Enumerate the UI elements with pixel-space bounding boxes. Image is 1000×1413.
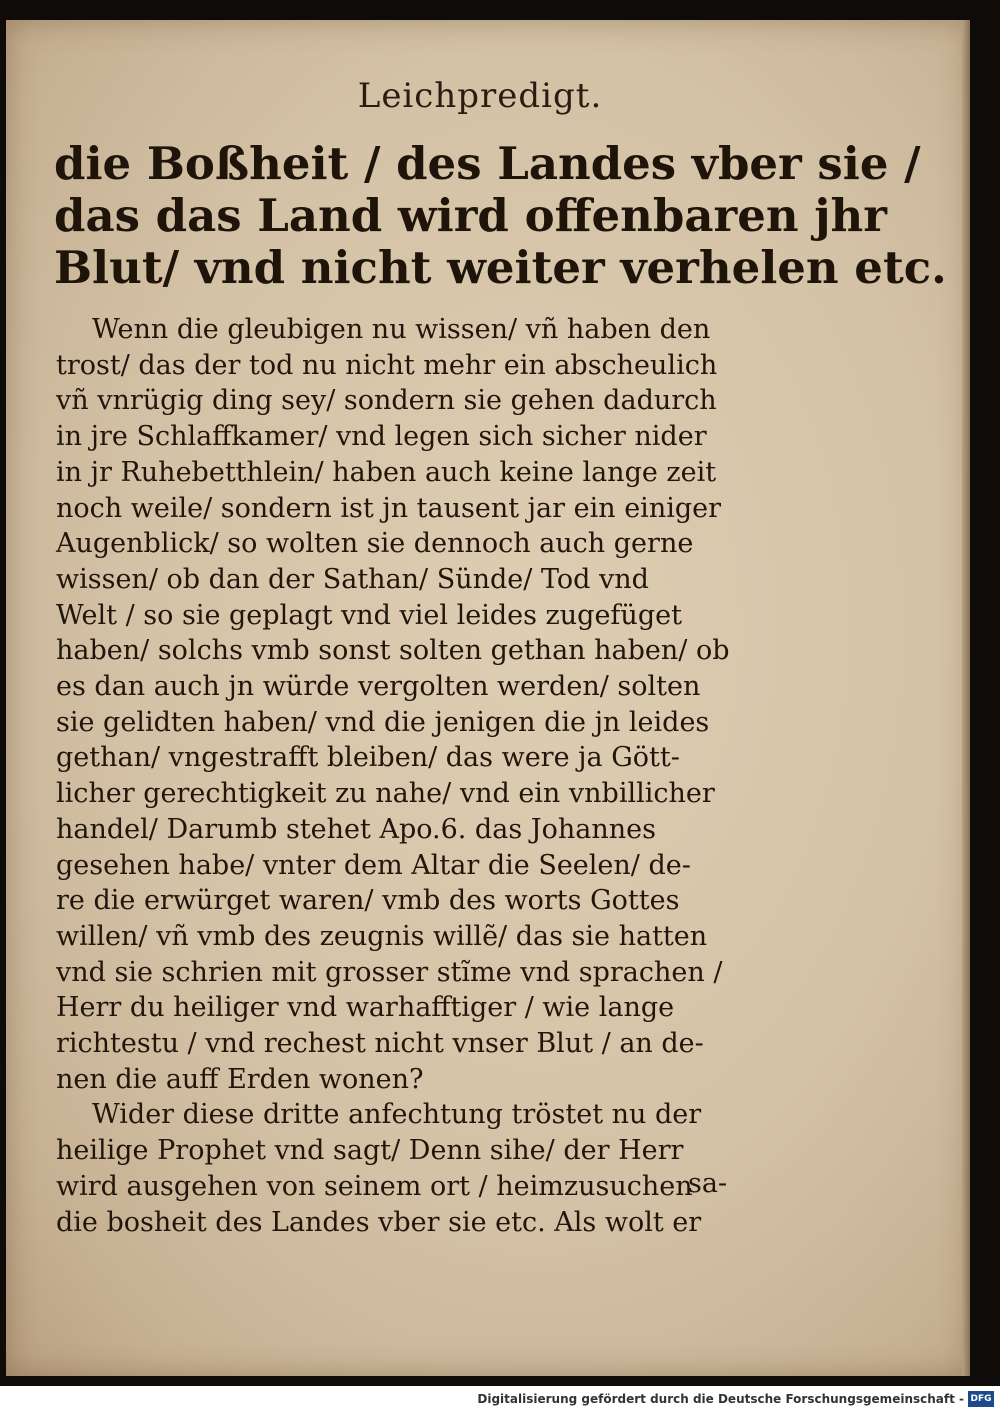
body-line: licher gerechtigkeit zu nahe/ vnd ein vnbillicher [56, 778, 715, 810]
body-line: Wider diese dritte anfechtung tröstet nu der [92, 1099, 702, 1131]
body-line: sie gelidten haben/ vnd die jenigen die jn leides [56, 706, 710, 738]
page-edge [962, 20, 970, 1376]
heading-block [54, 137, 947, 294]
body-line: richtestu / vnd rechest nicht vnser Blut / an de- [56, 1028, 704, 1060]
body-line: re die erwürget waren/ vmb des worts Gottes [56, 885, 680, 917]
body-line: heilige Prophet vnd sagt/ Denn sihe/ der Herr [56, 1135, 684, 1167]
body-line: Herr du heiliger vnd warhafftiger / wie lange [56, 992, 675, 1024]
body-line: handel/ Darumb stehet Apo.6. das Johannes [56, 813, 656, 845]
running-title: Leichpredigt. [357, 76, 603, 116]
body-text [56, 312, 746, 1240]
body-line: trost/ das der tod nu nicht mehr ein abscheulich [56, 349, 718, 381]
body-line: willen/ vñ vmb des zeugnis willẽ/ das sie hatten [56, 920, 708, 952]
body-line: in jre Schlaffkamer/ vnd legen sich sicher nider [56, 421, 707, 453]
body-line: gesehen habe/ vnter dem Altar die Seelen/ de- [56, 849, 691, 881]
body-line: es dan auch jn würde vergolten werden/ solten [56, 671, 701, 703]
body-line: wissen/ ob dan der Sathan/ Sünde/ Tod vnd [56, 563, 649, 595]
heading-line: Blut/ vnd nicht weiter verhelen etc. [54, 241, 947, 294]
body-line: haben/ solchs vmb sonst solten gethan haben/ ob [56, 635, 730, 667]
body-line: gethan/ vngestrafft bleiben/ das were ja Gött- [56, 742, 680, 774]
body-line: noch weile/ sondern ist jn tausent jar ein einiger [56, 492, 722, 524]
body-line: nen die auff Erden wonen? [56, 1063, 424, 1095]
body-line: vñ vnrügig ding sey/ sondern sie gehen dadurch [56, 385, 717, 417]
body-line: die bosheit des Landes vber sie etc. Als wolt er [56, 1206, 702, 1238]
dfg-logo-icon: DFG [968, 1391, 994, 1407]
heading-line: das das Land wird offenbaren jhr [54, 189, 887, 242]
body-line: Welt / so sie geplagt vnd viel leides zugefüget [56, 599, 682, 631]
body-line: in jr Ruhebetthlein/ haben auch keine lange zeit [56, 456, 717, 488]
heading-line: die Boßheit / des Landes vber sie / [54, 137, 921, 190]
body-line: Augenblick/ so wolten sie dennoch auch gerne [56, 528, 694, 560]
body-line: vnd sie schrien mit grosser stĩme vnd sprachen / [56, 956, 723, 988]
body-line: wird ausgehen von seinem ort / heimzusuchen [56, 1170, 693, 1202]
catchword: sa- [688, 1168, 728, 1199]
footer-bar [0, 1386, 1000, 1413]
body-line: Wenn die gleubigen nu wissen/ vñ haben den [92, 314, 711, 345]
funding-credit: Digitalisierung gefördert durch die Deutsche Forschungsgemeinschaft - [477, 1392, 964, 1406]
